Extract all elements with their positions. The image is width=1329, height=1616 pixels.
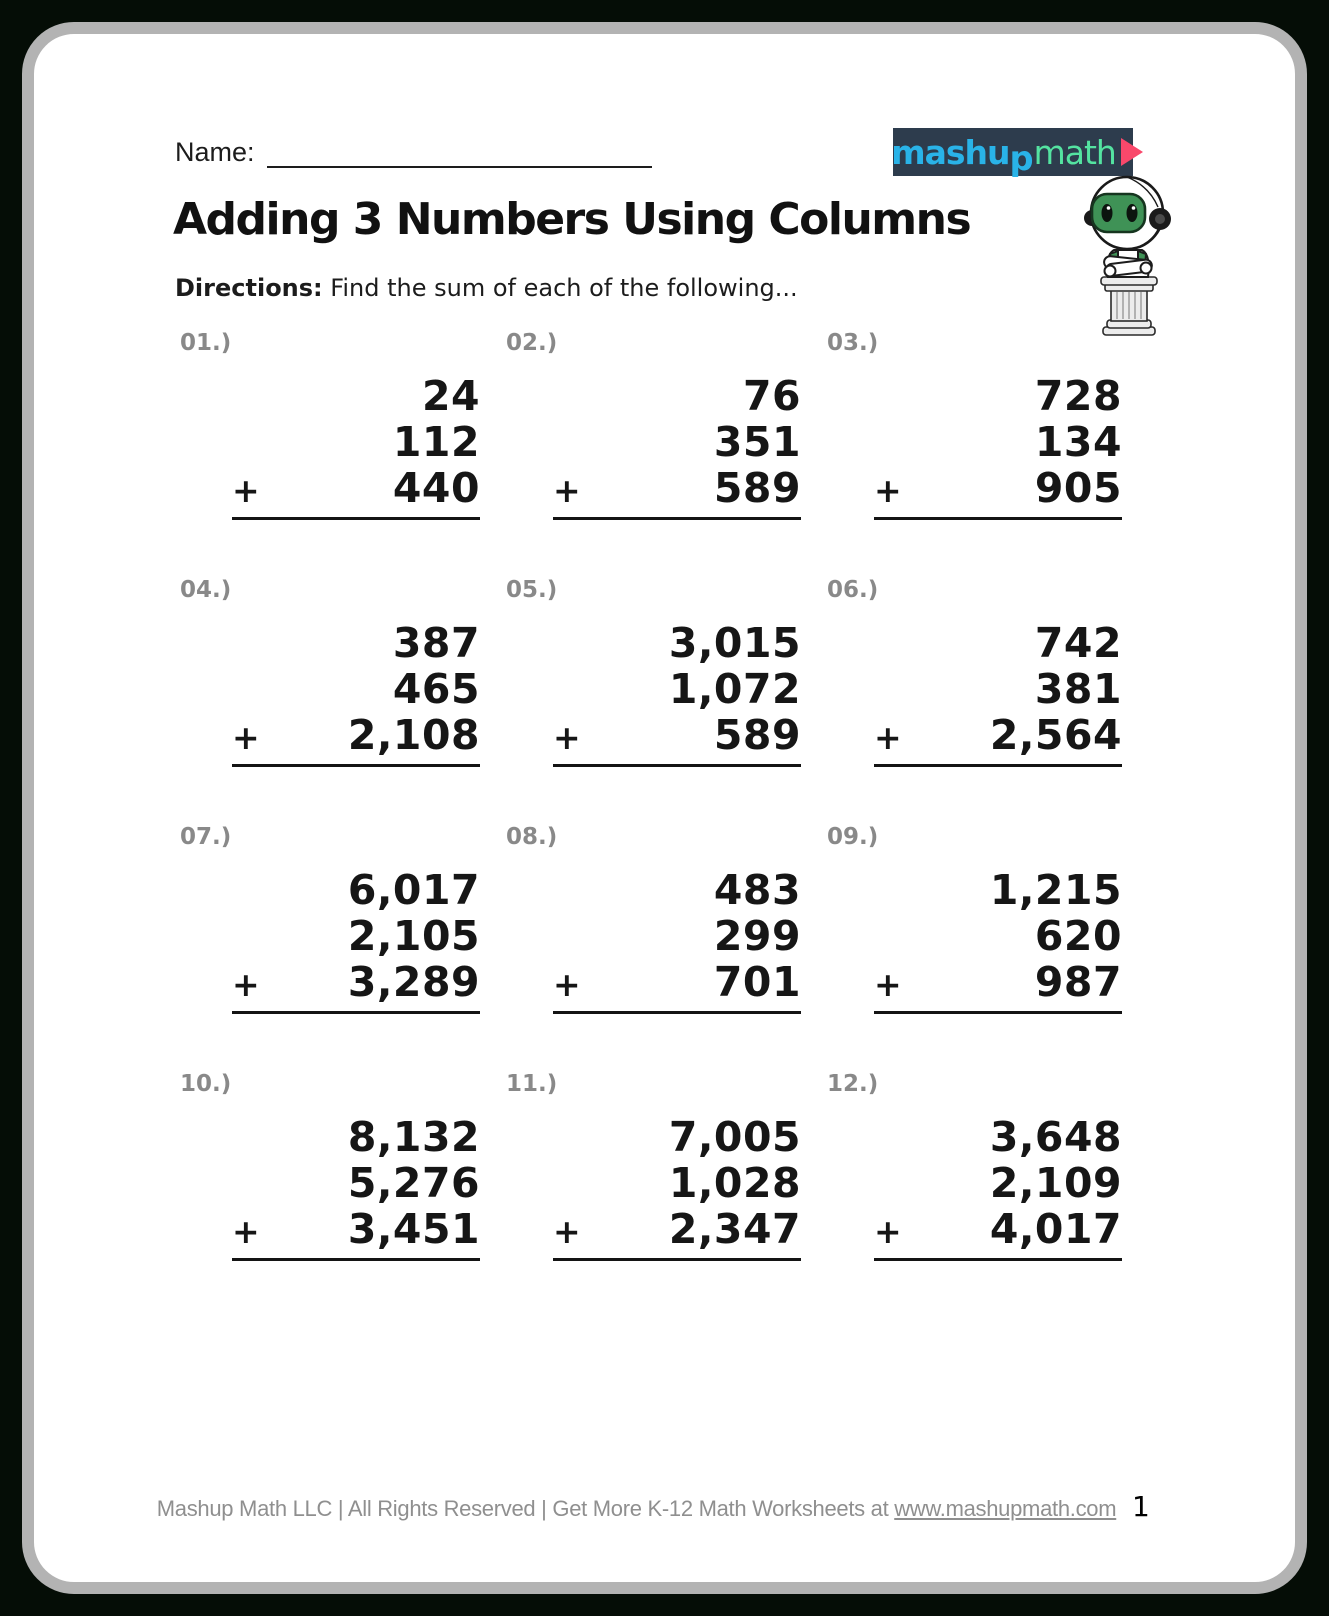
directions-text: Directions: Find the sum of each of the following... xyxy=(175,274,798,302)
worksheet-page xyxy=(22,22,1307,1594)
problem-body xyxy=(553,372,801,520)
play-triangle-icon xyxy=(1121,138,1143,166)
addend: 381 xyxy=(1034,665,1122,713)
problem-cell xyxy=(180,824,480,1071)
plus-sign: + xyxy=(553,471,581,510)
problem-label: 03.) xyxy=(827,330,879,356)
problem-label: 06.) xyxy=(827,577,879,603)
addend-last: 2,347 xyxy=(668,1205,801,1253)
page-number: 1 xyxy=(1132,1490,1150,1523)
name-row xyxy=(175,136,652,168)
sum-row xyxy=(232,465,480,520)
plus-sign: + xyxy=(874,965,902,1004)
addend-last: 440 xyxy=(392,464,480,512)
addend-last: 589 xyxy=(713,711,801,759)
problem-label: 07.) xyxy=(180,824,232,850)
addend: 387 xyxy=(392,619,480,667)
plus-sign: + xyxy=(874,718,902,757)
logo-text-p: p xyxy=(1009,139,1034,179)
problem-label: 09.) xyxy=(827,824,879,850)
problem-label: 12.) xyxy=(827,1071,879,1097)
name-label: Name: xyxy=(175,137,255,167)
addend: 620 xyxy=(1034,912,1122,960)
problem-label: 01.) xyxy=(180,330,232,356)
problem-cell xyxy=(827,330,1122,577)
robot-mascot-icon xyxy=(1070,174,1186,338)
addend: 351 xyxy=(713,418,801,466)
sum-row xyxy=(553,959,801,1014)
sum-row xyxy=(874,712,1122,767)
logo-text-math: math xyxy=(1033,132,1116,172)
addend-last: 3,289 xyxy=(347,958,480,1006)
footer-link[interactable]: www.mashupmath.com xyxy=(894,1496,1117,1521)
sum-row xyxy=(232,959,480,1014)
plus-sign: + xyxy=(874,1212,902,1251)
addend: 3,015 xyxy=(668,619,801,667)
plus-sign: + xyxy=(874,471,902,510)
problem-cell xyxy=(827,577,1122,824)
addend-last: 701 xyxy=(713,958,801,1006)
addend: 1,028 xyxy=(668,1159,801,1207)
addend: 742 xyxy=(1034,619,1122,667)
addend-last: 3,451 xyxy=(347,1205,480,1253)
addend: 3,648 xyxy=(989,1113,1122,1161)
addend: 112 xyxy=(392,418,480,466)
problem-label: 11.) xyxy=(506,1071,558,1097)
problem-body xyxy=(232,866,480,1014)
problem-body xyxy=(553,1113,801,1261)
problem-label: 05.) xyxy=(506,577,558,603)
addend-last: 905 xyxy=(1034,464,1122,512)
sum-row xyxy=(232,1206,480,1261)
problem-cell xyxy=(827,824,1122,1071)
problem-cell xyxy=(506,577,801,824)
plus-sign: + xyxy=(553,965,581,1004)
logo-text-mashu: mashu xyxy=(891,132,1010,172)
sum-row xyxy=(232,712,480,767)
addend: 483 xyxy=(713,866,801,914)
problem-cell xyxy=(180,330,480,577)
plus-sign: + xyxy=(232,718,260,757)
problem-label: 02.) xyxy=(506,330,558,356)
sum-row xyxy=(874,959,1122,1014)
sum-row xyxy=(553,712,801,767)
problem-label: 08.) xyxy=(506,824,558,850)
problem-body xyxy=(232,1113,480,1261)
addend-last: 987 xyxy=(1034,958,1122,1006)
problem-cell xyxy=(506,824,801,1071)
problem-body xyxy=(553,866,801,1014)
plus-sign: + xyxy=(232,471,260,510)
addend-last: 2,564 xyxy=(989,711,1122,759)
problem-cell xyxy=(506,1071,801,1318)
problem-body xyxy=(232,619,480,767)
addend: 465 xyxy=(392,665,480,713)
problem-label: 04.) xyxy=(180,577,232,603)
sum-row xyxy=(553,465,801,520)
problem-cell xyxy=(180,577,480,824)
sum-row xyxy=(553,1206,801,1261)
addend: 8,132 xyxy=(347,1113,480,1161)
addend: 24 xyxy=(421,372,480,420)
addend: 728 xyxy=(1034,372,1122,420)
problem-label: 10.) xyxy=(180,1071,232,1097)
problems-grid xyxy=(180,330,1122,1318)
addend: 2,105 xyxy=(347,912,480,960)
plus-sign: + xyxy=(553,718,581,757)
problem-body xyxy=(874,372,1122,520)
plus-sign: + xyxy=(553,1212,581,1251)
name-blank-line[interactable] xyxy=(267,138,652,168)
addend-last: 4,017 xyxy=(989,1205,1122,1253)
problem-body xyxy=(874,866,1122,1014)
addend: 76 xyxy=(742,372,801,420)
addend: 299 xyxy=(713,912,801,960)
plus-sign: + xyxy=(232,965,260,1004)
addend: 134 xyxy=(1034,418,1122,466)
problem-cell xyxy=(180,1071,480,1318)
addend: 2,109 xyxy=(989,1159,1122,1207)
plus-sign: + xyxy=(232,1212,260,1251)
problem-cell xyxy=(506,330,801,577)
addend: 6,017 xyxy=(347,866,480,914)
sum-row xyxy=(874,1206,1122,1261)
footer-text: Mashup Math LLC | All Rights Reserved | Get More K-12 Math Worksheets at www.mashupmath.com xyxy=(156,1496,1117,1521)
addend: 1,215 xyxy=(989,866,1122,914)
addend: 1,072 xyxy=(668,665,801,713)
problem-cell xyxy=(827,1071,1122,1318)
problem-body xyxy=(232,372,480,520)
problem-body xyxy=(553,619,801,767)
mashupmath-logo xyxy=(891,128,1133,179)
problem-body xyxy=(874,1113,1122,1261)
problem-body xyxy=(874,619,1122,767)
addend-last: 589 xyxy=(713,464,801,512)
addend: 5,276 xyxy=(347,1159,480,1207)
sum-row xyxy=(874,465,1122,520)
addend: 7,005 xyxy=(668,1113,801,1161)
addend-last: 2,108 xyxy=(347,711,480,759)
directions-label: Directions: xyxy=(175,274,323,302)
page-title: Adding 3 Numbers Using Columns xyxy=(173,194,971,245)
